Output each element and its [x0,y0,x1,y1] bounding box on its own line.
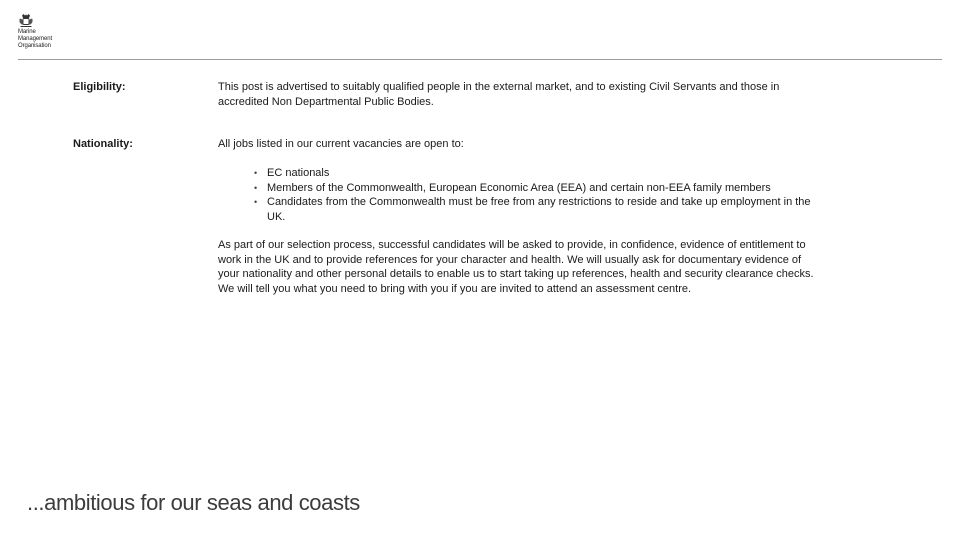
list-item: • Members of the Commonwealth, European Economic Area (EEA) and certain non-EEA family members [250,181,830,196]
eligibility-label: Eligibility: [73,81,126,93]
organisation-logo [18,14,78,50]
header-divider [18,59,942,60]
nationality-intro: All jobs listed in our current vacancies are open to: [218,138,464,150]
nationality-label: Nationality: [73,138,133,150]
list-item: • EC nationals [250,166,830,181]
logo-text-line-3: Organisation [18,43,51,49]
logo-text-line-2: Management [18,36,53,42]
list-item: • Candidates from the Commonwealth must be free from any restrictions to reside and take up employment in the UK. [250,195,830,224]
nationality-bullet-list [250,166,830,224]
eligibility-text: This post is advertised to suitably qualified people in the external market, and to existing Civil Servants and those in accredited Non Departmental Public Bodies. [218,81,780,108]
nationality-paragraph: As part of our selection process, successful candidates will be asked to provide, in confidence, evidence of entitlement to work in the UK and to provide references for your character and health. We will usually ask for documentary evidence of your nationality and other personal details to enable us to start taking up references, health and security clearance checks. We will tell you what you need to bring with you if you are invited to attend an assessment centre. [218,239,814,295]
logo-text-line-1: Marine [18,29,36,35]
royal-crest-icon [18,14,34,28]
tagline: ...ambitious for our seas and coasts [27,490,360,515]
